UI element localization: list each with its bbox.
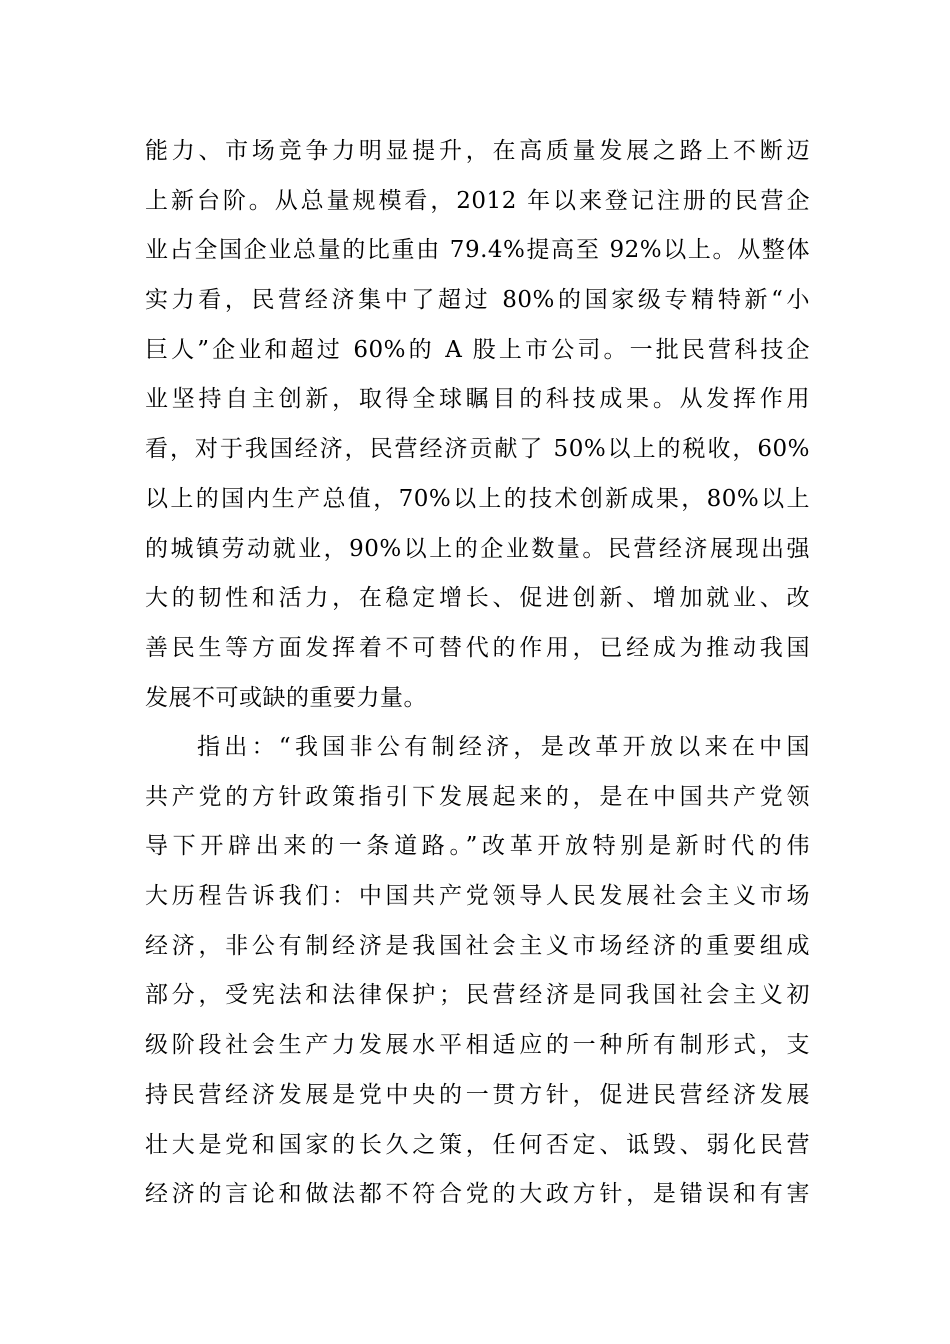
text-line: 大历程告诉我们：中国共产党领导人民发展社会主义市场 (145, 883, 810, 910)
text-line: 经济的言论和做法都不符合党的大政方针，是错误和有害 (145, 1181, 810, 1208)
text-line: 巨人”企业和超过 60%的 A 股上市公司。一批民营科技企 (145, 336, 810, 363)
text-line: 实力看，民营经济集中了超过 80%的国家级专精特新“小 (145, 287, 810, 314)
text-line: 壮大是党和国家的长久之策，任何否定、诋毁、弱化民营 (145, 1131, 810, 1158)
text-line: 持民营经济发展是党中央的一贯方针，促进民营经济发展 (145, 1081, 810, 1108)
text-line: 业坚持自主创新，取得全球瞩目的科技成果。从发挥作用 (145, 386, 810, 413)
paragraph-1 (145, 127, 810, 723)
text-line: 以上的国内生产总值，70%以上的技术创新成果，80%以上 (145, 485, 810, 512)
text-line: 看，对于我国经济，民营经济贡献了 50%以上的税收，60% (145, 436, 810, 463)
paragraph-2 (145, 723, 810, 1220)
text-line: 级阶段社会生产力发展水平相适应的一种所有制形式，支 (145, 1032, 810, 1059)
text-line: 业占全国企业总量的比重由 79.4%提高至 92%以上。从整体 (145, 237, 810, 264)
text-line: 能力、市场竞争力明显提升，在高质量发展之路上不断迈 (145, 138, 810, 164)
text-line: 善民生等方面发挥着不可替代的作用，已经成为推动我国 (145, 634, 810, 661)
text-line: 发展不可或缺的重要力量。 (145, 684, 427, 711)
text-line: 共产党的方针政策指引下发展起来的，是在中国共产党领 (145, 783, 810, 810)
text-line: 上新台阶。从总量规模看，2012 年以来登记注册的民营企 (145, 187, 810, 214)
text-line: 的城镇劳动就业，90%以上的企业数量。民营经济展现出强 (145, 535, 810, 562)
text-line: 部分，受宪法和法律保护；民营经济是同我国社会主义初 (145, 982, 810, 1009)
text-line: 经济，非公有制经济是我国社会主义市场经济的重要组成 (145, 932, 810, 959)
text-line: 大的韧性和活力，在稳定增长、促进创新、增加就业、改 (145, 585, 810, 612)
text-line: 指出：“我国非公有制经济，是改革开放以来在中国 (197, 734, 810, 760)
text-line: 导下开辟出来的一条道路。”改革开放特别是新时代的伟 (145, 833, 810, 860)
